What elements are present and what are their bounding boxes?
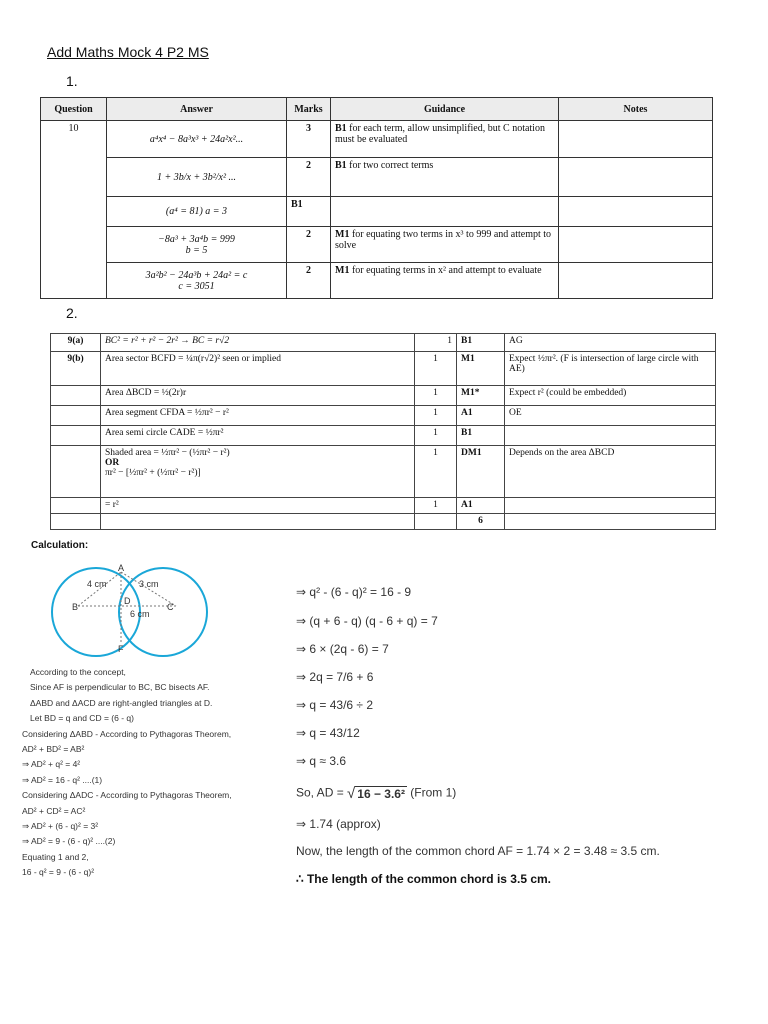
question-cell [51, 498, 101, 514]
notes-cell [559, 197, 713, 227]
table-row [51, 446, 716, 498]
line-ab [78, 572, 121, 606]
calc-line: ⇒ 1.74 (approx) [296, 817, 381, 831]
calc-line: Considering ΔADC - According to Pythagoras Theorem, [22, 790, 232, 801]
calc-line: Considering ΔABD - According to Pythagoras Theorem, [22, 728, 232, 739]
answer-cell: 3a²b² − 24a³b + 24a² = c c = 3051 [107, 263, 287, 299]
calc-line-chord: Now, the length of the common chord AF = 1.74 × 2 = 3.48 ≈ 3.5 cm. [296, 844, 660, 858]
table-row [41, 197, 713, 227]
total-marks-cell: 6 [457, 514, 505, 530]
table-header-row [41, 98, 713, 121]
question-cell [51, 426, 101, 446]
label-a: A [118, 563, 125, 573]
table-row [51, 334, 716, 352]
square-root-expression: √ 16 − 3.6² [347, 785, 405, 802]
calc-line-ad: So, AD = √ 16 − 3.6² (From 1) [296, 785, 457, 802]
marks-cell: 1 [415, 446, 457, 498]
calc-line: ⇒ AD² + (6 - q)² = 3² [22, 821, 99, 832]
question-2-number: 2. [66, 305, 78, 321]
note-cell: Depends on the area ΔBCD [505, 446, 716, 498]
marks-cell [415, 514, 457, 530]
header-answer: Answer [107, 98, 287, 121]
calc-line: Since AF is perpendicular to BC, BC bisects AF. [30, 682, 210, 693]
label-ac-length: 3 cm [139, 579, 159, 589]
intersecting-circles-diagram [26, 560, 216, 660]
calc-conclusion: ∴ The length of the common chord is 3.5 cm. [296, 872, 551, 886]
notes-cell [559, 121, 713, 158]
calc-line: ⇒ 2q = 7/6 + 6 [296, 670, 374, 684]
answer-cell: Area sector BCFD = ¼π(r√2)² seen or implied [101, 352, 415, 386]
note-cell: OE [505, 406, 716, 426]
answer-cell: Area ΔBCD = ½(2r)r [101, 386, 415, 406]
guidance-cell: B1 for two correct terms [331, 158, 559, 197]
answer-cell: Area semi circle CADE = ½πr² [101, 426, 415, 446]
answer-cell: Area segment CFDA = ½πr² − r² [101, 406, 415, 426]
note-cell: Expect r² (could be embedded) [505, 386, 716, 406]
label-bc-length: 6 cm [130, 609, 150, 619]
question-1-number: 1. [66, 73, 78, 89]
table-row [51, 514, 716, 530]
label-ab-length: 4 cm [87, 579, 107, 589]
calc-line: ⇒ AD² = 9 - (6 - q)² ....(2) [22, 836, 116, 847]
header-marks: Marks [287, 98, 331, 121]
code-cell: M1* [457, 386, 505, 406]
answer-cell: (a⁴ = 81) a = 3 [107, 197, 287, 227]
calc-line: ⇒ q² - (6 - q)² = 16 - 9 [296, 585, 412, 599]
calc-line: ⇒ q = 43/6 ÷ 2 [296, 698, 374, 712]
table-row [41, 158, 713, 197]
calc-line: ⇒ q ≈ 3.6 [296, 754, 346, 768]
marks-cell: 1 [415, 334, 457, 352]
calc-line: Let BD = q and CD = (6 - q) [30, 713, 134, 724]
table-row [51, 498, 716, 514]
table-row [41, 227, 713, 263]
guidance-cell: B1 for each term, allow unsimplified, but C notation must be evaluated [331, 121, 559, 158]
calc-line: ⇒ (q + 6 - q) (q - 6 + q) = 7 [296, 614, 438, 628]
label-d: D [124, 596, 131, 606]
question-cell: 9(a) [51, 334, 101, 352]
question-cell [51, 514, 101, 530]
table-row [51, 386, 716, 406]
question-cell [51, 446, 101, 498]
answer-cell: = r² [101, 498, 415, 514]
header-guidance: Guidance [331, 98, 559, 121]
marks-cell: 3 [287, 121, 331, 158]
question-cell [51, 386, 101, 406]
answer-cell: 1 + 3b/x + 3b²/x² ... [107, 158, 287, 197]
table-row [41, 263, 713, 299]
code-cell: B1 [457, 334, 505, 352]
note-cell [505, 426, 716, 446]
marks-cell: 2 [287, 227, 331, 263]
table-row [51, 406, 716, 426]
note-cell [505, 514, 716, 530]
question-cell: 9(b) [51, 352, 101, 386]
label-f: F [118, 644, 124, 654]
note-cell: AG [505, 334, 716, 352]
marks-cell: B1 [287, 197, 331, 227]
answer-cell: BC² = r² + r² − 2r² → BC = r√2 [101, 334, 415, 352]
answer-cell: a⁴x⁴ − 8a³x³ + 24a²x²... [107, 121, 287, 158]
calculation-left-steps [22, 665, 262, 881]
calc-line: According to the concept, [30, 667, 126, 677]
code-cell: M1 [457, 352, 505, 386]
calc-line: 16 - q² = 9 - (6 - q)² [22, 867, 95, 878]
header-notes: Notes [559, 98, 713, 121]
note-cell [505, 498, 716, 514]
guidance-cell [331, 197, 559, 227]
marks-cell: 1 [415, 498, 457, 514]
calc-line: ⇒ q = 43/12 [296, 726, 360, 740]
marks-cell: 1 [415, 352, 457, 386]
page-title: Add Maths Mock 4 P2 MS [47, 44, 209, 60]
notes-cell [559, 227, 713, 263]
label-b: B [72, 602, 79, 612]
notes-cell [559, 158, 713, 197]
question-cell [51, 406, 101, 426]
answer-cell [101, 514, 415, 530]
table-row [51, 352, 716, 386]
code-cell: B1 [457, 426, 505, 446]
table-row [41, 121, 713, 158]
guidance-cell: M1 for equating two terms in x³ to 999 and attempt to solve [331, 227, 559, 263]
code-cell: A1 [457, 498, 505, 514]
calc-line: AD² + CD² = AC² [22, 805, 86, 816]
label-c: C [167, 602, 174, 612]
calc-line: ΔABD and ΔACD are right-angled triangles at D. [30, 697, 213, 708]
code-cell: DM1 [457, 446, 505, 498]
guidance-cell: M1 for equating terms in x² and attempt to evaluate [331, 263, 559, 299]
notes-cell [559, 263, 713, 299]
calc-line: ⇒ 6 × (2q - 6) = 7 [296, 642, 389, 656]
calc-line: AD² + BD² = AB² [22, 744, 85, 755]
marks-cell: 2 [287, 158, 331, 197]
calc-line: ⇒ AD² = 16 - q² ....(1) [22, 774, 103, 785]
answer-cell: −8a³ + 3a⁴b = 999 b = 5 [107, 227, 287, 263]
question-cell: 10 [41, 121, 107, 299]
calc-line: Equating 1 and 2, [22, 851, 89, 862]
marks-cell: 1 [415, 426, 457, 446]
answer-cell: Shaded area = ½πr² − (½πr² − r²) OR πr² − [½πr² + (½πr² − r²)] [101, 446, 415, 498]
calculation-title: Calculation: [31, 540, 89, 551]
calc-line: ⇒ AD² + q² = 4² [22, 759, 81, 770]
mark-scheme-table-1 [40, 97, 713, 299]
header-question: Question [41, 98, 107, 121]
marks-cell: 1 [415, 406, 457, 426]
note-cell: Expect ½πr². (F is intersection of large circle with AE) [505, 352, 716, 386]
table-row [51, 426, 716, 446]
marks-cell: 2 [287, 263, 331, 299]
marks-cell: 1 [415, 386, 457, 406]
mark-scheme-table-2 [50, 333, 716, 530]
code-cell: A1 [457, 406, 505, 426]
